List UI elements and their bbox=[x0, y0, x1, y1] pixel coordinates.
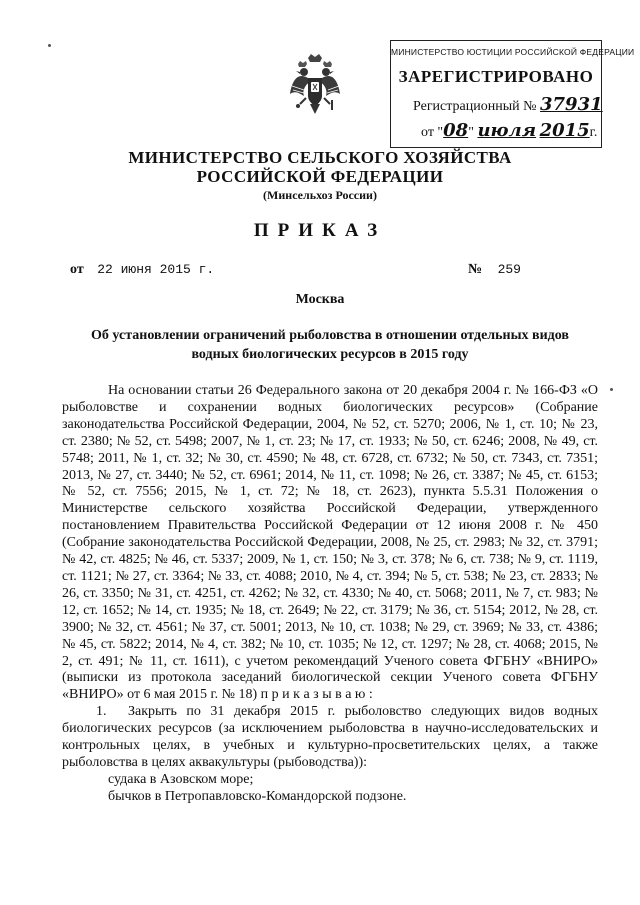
scan-speck bbox=[610, 388, 613, 391]
order-number-label: № bbox=[468, 262, 483, 277]
stamp-date-prefix: от " bbox=[421, 125, 444, 140]
stamp-date-day: 08 bbox=[443, 120, 469, 141]
list-item: судака в Азовском море; bbox=[108, 771, 254, 787]
order-date-label: от bbox=[70, 262, 84, 277]
scan-speck bbox=[48, 44, 51, 47]
ministry-short-name: (Минсельхоз России) bbox=[263, 188, 377, 202]
order-subject: Об установлении ограничений рыболовства в отношении отдельных видов водных биологических ресурсов в 2015 году bbox=[91, 328, 569, 362]
item-1-paragraph bbox=[62, 704, 598, 772]
russian-coat-of-arms-icon bbox=[286, 50, 344, 120]
ministry-name-line2: РОССИЙСКОЙ ФЕДЕРАЦИИ bbox=[196, 167, 444, 186]
order-body bbox=[62, 383, 598, 806]
order-date-value: 22 июня 2015 г. bbox=[97, 262, 215, 277]
order-number bbox=[468, 262, 521, 278]
item-1-text: Закрыть по 31 декабря 2015 г. рыболовство следующих видов водных биологических ресурсов (за исключением рыболовства в научно-исследовательских и контрольных целях, в учебных и культурно-просветительских целях, а также рыболовства в целях аквакультуры (рыбоводства)): bbox=[62, 704, 598, 770]
preamble-text: На основании статьи 26 Федерального закона от 20 декабря 2004 г. № 166-ФЗ «О рыболовстве и сохранении водных биологических ресурсов» (Собрание законодательства Российской Федерации, 2004, № 52, ст. 5270; 2006, № 1, ст. 10; № 23, ст. 2380; № 52, ст. 5498; 2007, № 1, ст. 23; № 17, ст. 1933; № 50, ст. 6246; 2008, № 49, ст. 5748; 2011, № 1, ст. 32; № 30, ст. 4590; № 48, ст. 6728, ст. 6732; № 50, ст. 7343, ст. 7351; 2013, № 27, ст. 3440; № 52, ст. 6961; 2014, № 11, ст. 1098; № 26, ст. 3387; № 45, ст. 6153; № 52, ст. 7556; 2015, № 1, ст. 72; № 18, ст. 2623), пункта 5.5.31 Положения о Министерстве сельского хозяйства Российской Федерации, утвержденного постановлением Правительства Российской Федерации от 12 июня 2008 г. № 450 (Собрание законодательства Российской Федерации, 2008, № 25, ст. 2983; № 32, ст. 3791; № 42, ст. 4825; № 46, ст. 5337; 2009, № 1, ст. 150; № 3, ст. 378; № 6, ст. 738; № 9, ст. 1119, ст. 1121; № 27, ст. 3364; № 33, ст. 4088; 2010, № 4, ст. 394; № 5, ст. 538; № 23, ст. 2833; № 26, ст. 3350; № 31, ст. 4251, ст. 4262; № 32, ст. 4330; № 40, ст. 5068; 2011, № 7, ст. 983; № 12, ст. 1652; № 14, ст. 1935; № 18, ст. 2649; № 22, ст. 3179; № 36, ст. 5154; 2012, № 28, ст. 3900; № 32, ст. 4561; № 37, ст. 5001; 2013, № 10, ст. 1038; № 29, ст. 3969; № 33, ст. 4386; № 45, ст. 5822; 2014, № 4, ст. 382; № 10, ст. 1035; № 12, ст. 1297; № 28, ст. 4068; 2015, № 2, ст. 491; № 11, ст. 1611), с учетом рекомендаций Ученого совета ФГБНУ «ВНИРО» (выписки из протокола заседаний биологической секции Ученого совета ФГБНУ «ВНИРО» от 6 мая 2015 г. № 18) bbox=[62, 383, 598, 703]
stamp-date-suffix: г. bbox=[589, 125, 598, 140]
item-1-number: 1. bbox=[96, 704, 107, 720]
registration-stamp bbox=[390, 40, 635, 148]
stamp-title: ЗАРЕГИСТРИРОВАНО bbox=[398, 67, 594, 86]
stamp-date bbox=[421, 120, 631, 141]
stamp-reg-number: 37931 bbox=[540, 94, 603, 115]
stamp-date-quote: " bbox=[468, 125, 474, 140]
city: Москва bbox=[295, 292, 345, 307]
stamp-reg-label: Регистрационный № bbox=[413, 99, 537, 114]
stamp-date-month: июля bbox=[477, 120, 537, 141]
list-item: бычков в Петропавловско-Командорской подзоне. bbox=[108, 788, 407, 804]
order-word: п р и к а з ы в а ю : bbox=[260, 687, 373, 703]
document-type-title: ПРИКАЗ bbox=[253, 220, 387, 241]
order-date bbox=[70, 262, 214, 278]
stamp-ministry: МИНИСТЕРСТВО ЮСТИЦИИ РОССИЙСКОЙ ФЕДЕРАЦИИ bbox=[391, 47, 635, 57]
order-number-value: 259 bbox=[497, 262, 521, 277]
preamble-paragraph bbox=[62, 383, 598, 704]
stamp-registration bbox=[413, 94, 623, 115]
ministry-name-line1: МИНИСТЕРСТВО СЕЛЬСКОГО ХОЗЯЙСТВА bbox=[128, 148, 512, 167]
stamp-date-year: 2015 bbox=[539, 120, 590, 141]
